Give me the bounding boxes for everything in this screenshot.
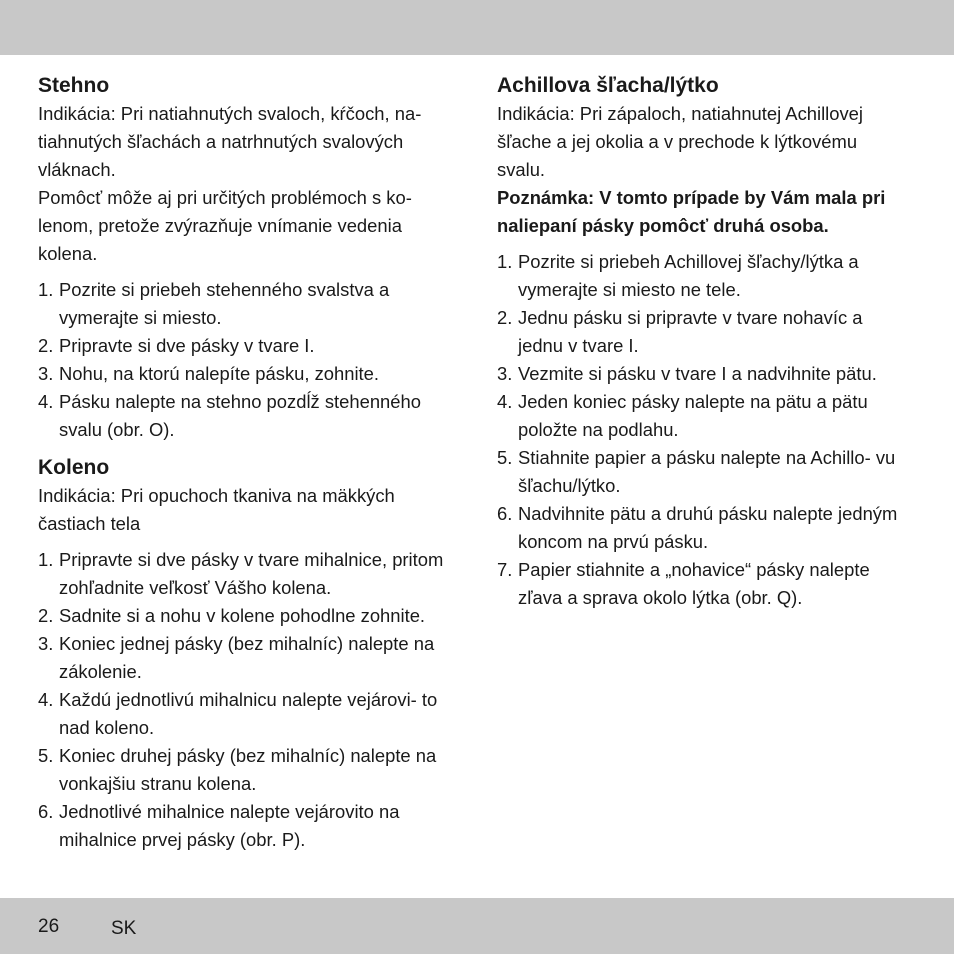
list-item (38, 388, 463, 444)
section-koleno (38, 454, 463, 854)
page-number: 26 (38, 916, 60, 937)
list-item (497, 500, 909, 556)
step-text: Koniec druhej pásky (bez mihalníc) nalepte na vonkajšiu stranu kolena. (59, 745, 437, 794)
list-item (497, 360, 909, 388)
step-number: 5. (38, 745, 54, 766)
left-column (38, 72, 463, 854)
step-text: Jeden koniec pásky nalepte na pätu a pätu položte na podlahu. (518, 391, 868, 440)
list-item (38, 602, 463, 630)
step-text: Pozrite si priebeh stehenného svalstva a vymerajte si miesto. (59, 279, 390, 328)
step-number: 6. (497, 503, 513, 524)
list-item (497, 556, 909, 612)
step-text: Nadvihnite pätu a druhú pásku nalepte jedným koncom na prvú pásku. (518, 503, 898, 552)
footer-bar (0, 898, 954, 954)
step-text: Jednotlivé mihalnice nalepte vejárovito na mihalnice prvej pásky (obr. P). (59, 801, 400, 850)
steps-list (497, 248, 909, 612)
step-number: 5. (497, 447, 513, 468)
step-number: 3. (38, 363, 54, 384)
list-item (38, 360, 463, 388)
step-number: 2. (38, 335, 54, 356)
note-bold: Poznámka: V tomto prípade by Vám mala pri naliepaní pásky pomôcť druhá osoba. (497, 187, 886, 236)
step-text: Pozrite si priebeh Achillovej šľachy/lýtka a vymerajte si miesto ne tele. (518, 251, 859, 300)
section-heading: Stehno (38, 74, 110, 97)
indication-paragraph: Indikácia: Pri natiahnutých svaloch, kŕčoch, na- tiahnutých šľachách a natrhnutých svalových vláknach. (38, 103, 422, 180)
list-item (38, 742, 463, 798)
step-text: Koniec jednej pásky (bez mihalníc) nalepte na zákolenie. (59, 633, 435, 682)
list-item (497, 444, 909, 500)
step-number: 3. (38, 633, 54, 654)
step-number: 4. (38, 391, 54, 412)
step-number: 1. (38, 549, 54, 570)
list-item (497, 248, 909, 304)
step-number: 1. (497, 251, 513, 272)
list-item (38, 798, 463, 854)
section-heading: Koleno (38, 456, 110, 479)
step-text: Pripravte si dve pásky v tvare mihalnice, pritom zohľadnite veľkosť Vášho kolena. (59, 549, 444, 598)
list-item (38, 686, 463, 742)
step-text: Nohu, na ktorú nalepíte pásku, zohnite. (59, 363, 380, 384)
indication-paragraph: Indikácia: Pri zápaloch, natiahnutej Achillovej šľache a jej okolia a v prechode k lýtkovému svalu. (497, 103, 863, 180)
step-number: 6. (38, 801, 54, 822)
step-text: Pásku nalepte na stehno pozdĺž stehenného svalu (obr. O). (59, 391, 421, 440)
step-number: 2. (38, 605, 54, 626)
steps-list (38, 276, 463, 444)
step-text: Sadnite si a nohu v kolene pohodlne zohnite. (59, 605, 426, 626)
list-item (38, 546, 463, 602)
step-text: Pripravte si dve pásky v tvare I. (59, 335, 315, 356)
step-number: 4. (38, 689, 54, 710)
step-text: Jednu pásku si pripravte v tvare nohavíc a jednu v tvare I. (518, 307, 863, 356)
section-heading: Achillova šľacha/lýtko (497, 74, 719, 97)
step-number: 2. (497, 307, 513, 328)
list-item (497, 304, 909, 360)
step-number: 4. (497, 391, 513, 412)
step-text: Stiahnite papier a pásku nalepte na Achillo- vu šľachu/lýtko. (518, 447, 896, 496)
section-achillova (497, 72, 909, 612)
indication-paragraph: Indikácia: Pri opuchoch tkaniva na mäkkých častiach tela (38, 485, 395, 534)
step-text: Papier stiahnite a „nohavice“ pásky nalepte zľava a sprava okolo lýtka (obr. Q). (518, 559, 870, 608)
step-number: 1. (38, 279, 54, 300)
step-text: Vezmite si pásku v tvare I a nadvihnite pätu. (518, 363, 877, 384)
section-stehno (38, 72, 463, 444)
step-number: 7. (497, 559, 513, 580)
note-paragraph: Pomôcť môže aj pri určitých problémoch s ko- lenom, pretože zvýrazňuje vnímanie vedenia kolena. (38, 187, 412, 264)
steps-list (38, 546, 463, 854)
list-item (38, 630, 463, 686)
language-code: SK (111, 918, 137, 939)
step-text: Každú jednotlivú mihalnicu nalepte vejárovi- to nad koleno. (59, 689, 438, 738)
list-item (38, 332, 463, 360)
step-number: 3. (497, 363, 513, 384)
list-item (497, 388, 909, 444)
header-bar (0, 0, 954, 55)
right-column (497, 72, 909, 612)
list-item (38, 276, 463, 332)
